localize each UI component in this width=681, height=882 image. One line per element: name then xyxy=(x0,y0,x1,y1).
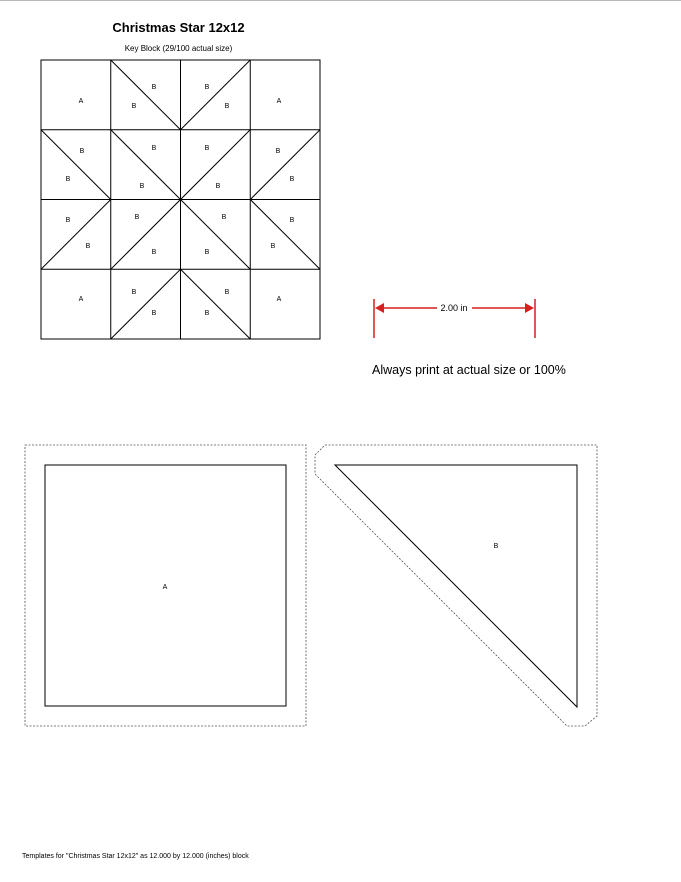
patch-label-b: B xyxy=(215,183,221,190)
patch-label-b: B xyxy=(151,310,157,317)
scale-bar-arrow-right xyxy=(525,303,534,313)
patch-label-b: B xyxy=(275,148,281,155)
diagonal-seam xyxy=(41,200,111,270)
document-title: Christmas Star 12x12 xyxy=(112,20,245,35)
patch-label-b: B xyxy=(151,84,157,91)
patch-label-b: B xyxy=(134,214,140,221)
patch-label-b: B xyxy=(289,176,295,183)
patch-label-a: A xyxy=(78,296,84,303)
patch-label-a: A xyxy=(276,98,282,105)
footer-note: Templates for "Christmas Star 12x12" as 12.000 by 12.000 (inches) block xyxy=(22,853,249,860)
diagonal-seam xyxy=(250,130,320,200)
diagonal-seam xyxy=(181,269,251,339)
diagonal-seam xyxy=(181,60,251,130)
patch-label-b: B xyxy=(204,145,210,152)
patch-label-b: B xyxy=(131,289,137,296)
diagonal-seam xyxy=(111,60,181,130)
scale-bar-label: 2.00 in xyxy=(440,303,468,313)
patch-label-b: B xyxy=(151,249,157,256)
patch-label-b: B xyxy=(85,243,91,250)
template-b-label: B xyxy=(493,543,499,550)
patch-label-b: B xyxy=(131,103,137,110)
patch-label-a: A xyxy=(276,296,282,303)
patch-label-b: B xyxy=(204,84,210,91)
diagonal-seam xyxy=(41,130,111,200)
template-b xyxy=(315,445,597,726)
patch-label-b: B xyxy=(204,249,210,256)
key-block-caption: Key Block (29/100 actual size) xyxy=(124,44,233,53)
patch-label-b: B xyxy=(65,176,71,183)
scale-bar-arrow-left xyxy=(375,303,384,313)
patch-label-b: B xyxy=(221,214,227,221)
patch-label-b: B xyxy=(151,145,157,152)
scale-bar xyxy=(374,299,535,338)
patch-label-b: B xyxy=(224,289,230,296)
patch-label-b: B xyxy=(79,148,85,155)
template-b-sewing-line xyxy=(335,465,577,707)
patch-label-b: B xyxy=(224,103,230,110)
template-a-label: A xyxy=(162,584,168,591)
patch-label-b: B xyxy=(139,183,145,190)
patch-label-a: A xyxy=(78,98,84,105)
patch-label-b: B xyxy=(204,310,210,317)
diagonal-seam xyxy=(111,269,181,339)
template-a xyxy=(25,445,306,726)
patch-label-b: B xyxy=(65,217,71,224)
print-instruction: Always print at actual size or 100% xyxy=(372,363,566,377)
patch-label-b: B xyxy=(270,243,276,250)
patch-label-b: B xyxy=(289,217,295,224)
diagonal-seam xyxy=(250,200,320,270)
